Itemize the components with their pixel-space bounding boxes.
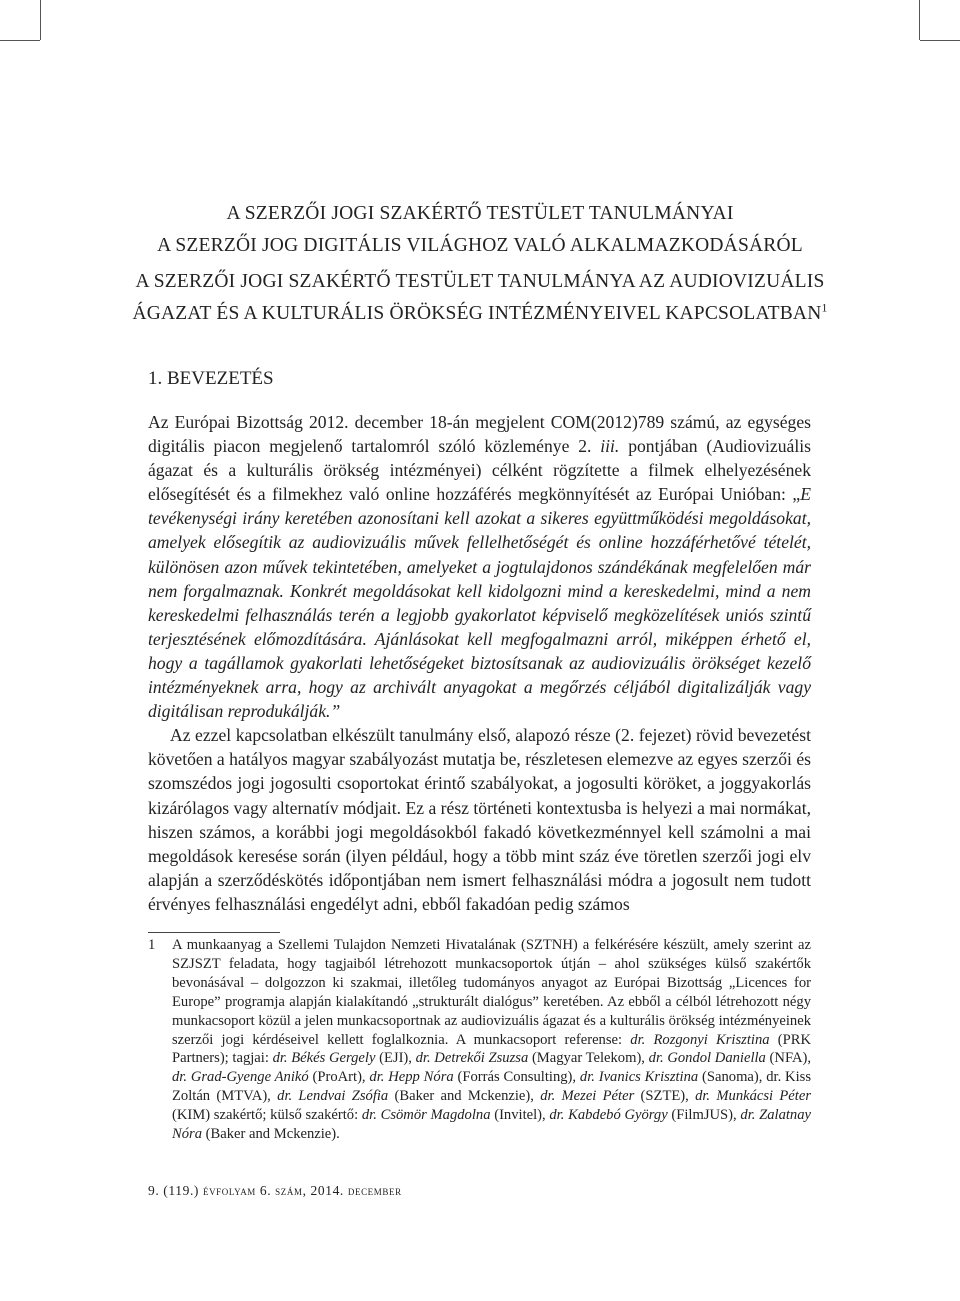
fn-name: dr. Zalatnay Nóra (172, 1107, 811, 1143)
study-title (0, 266, 960, 330)
fn-name: dr. Detrekői Zsuzsa (415, 1050, 529, 1067)
fn-part: (Forrás Consulting), (457, 1069, 577, 1086)
crop-mark-top-left (40, 0, 41, 40)
study-title-footnote-marker[interactable]: 1 (821, 301, 828, 315)
fn-part: (SZTE), (640, 1088, 689, 1105)
body-text (148, 410, 811, 916)
fn-part: (EJI), (379, 1050, 412, 1067)
crop-mark-top-left-horizontal (0, 40, 40, 41)
fn-part: (NFA), (769, 1050, 812, 1067)
fn-part: (PRK Partners); tagjai: (172, 1031, 811, 1067)
footnote-number: 1 (148, 937, 156, 953)
study-title-line-2-text: ÁGAZAT ÉS A KULTURÁLIS ÖRÖKSÉG INTÉZMÉNYEIVEL KAPCSOLATBAN (132, 303, 822, 324)
footnote-1 (148, 936, 811, 1144)
footnote-separator (148, 932, 280, 933)
fn-part: (Baker and Mckenzie), (394, 1088, 534, 1105)
fn-name: dr. Lendvai Zsófia (277, 1088, 389, 1105)
fn-name: dr. Munkácsi Péter (695, 1088, 811, 1105)
fn-name: dr. Grad-Gyenge Anikó (172, 1069, 309, 1086)
fn-name: dr. Békés Gergely (272, 1050, 376, 1067)
crop-mark-top-right-horizontal (920, 40, 960, 41)
series-title-line-2: A SZERZŐI JOG DIGITÁLIS VILÁGHOZ VALÓ ALKALMAZKODÁSÁRÓL (157, 235, 803, 256)
study-title-line-2 (0, 298, 960, 330)
paragraph-1 (148, 410, 811, 723)
section-heading: 1. BEVEZETÉS (148, 368, 274, 389)
paragraph-1-part-1: Az Európai Bizottság 2012. december 18-án megjelent COM(2012)789 számú, az egységes digitális piacon megjelenő tartalomról szóló közleménye 2. (148, 412, 811, 457)
fn-part: (KIM) szakértő; külső szakértő: (172, 1107, 359, 1124)
series-title-line-1: A SZERZŐI JOGI SZAKÉRTŐ TESTÜLET TANULMÁNYAI (226, 203, 734, 224)
fn-name: dr. Ivanics Krisztina (579, 1069, 699, 1086)
fn-name: dr. Hepp Nóra (369, 1069, 454, 1086)
fn-part: A munkaanyag a Szellemi Tulajdon Nemzeti Hivatalának (SZTNH) a felkérésére készült, amely szerint az SZJSZT feladata, hogy tagjaiból létrehozott munkacsoportok útján – ahol szükséges külső szakértők bevonásával – dolgozzon ki szakmai, illetőleg tudományos anyagot az Európai Bizottság „Licences for Europe” programja alapján kialakítandó „strukturált dialógus” keretében. Az ebből a célból létrehozott négy munkacsoport közül a jelen munkacsoportnak az audiovizuális ágazat és a kulturális örökség intézményeinek szerzői jogi kérdéseivel kellett foglalkoznia. A munkacsoport referense: (172, 937, 811, 1048)
fn-part: (Magyar Telekom), (531, 1050, 645, 1067)
paragraph-1-part-2: iii. (600, 436, 620, 457)
footnote-text (172, 936, 811, 1144)
fn-part: (Invitel), (494, 1107, 546, 1124)
paragraph-1-part-3: pontjában (Audiovizuális ágazat és a kulturális örökség intézményei) célként rögzítette a filmek elhelyezésének elősegítését és a filmekhez való online hozzáférés megkönnyítését az Európai Unióban: „ (148, 436, 811, 505)
fn-name: dr. Rozgonyi Krisztina (630, 1031, 770, 1048)
fn-name: dr. Gondol Daniella (648, 1050, 766, 1067)
paragraph-2: Az ezzel kapcsolatban elkészült tanulmány első, alapozó része (2. fejezet) rövid bevezetést követően a hatályos magyar szabályozást mutatja be, részletesen elemezve az egyes szerzői és szomszédos jogi jogosulti csoportokat érintő szabályokat, a jogosulti köröket, a joggyakorlás kizárólagos vagy alternatív módjait. Ez a rész történeti kontextusba is helyezi a mai normákat, hiszen számos, a korábbi jogi megoldásokból fakadó következménnyel kell számolni a mai megoldások keresése során (ilyen például, hogy a több mint száz éve töretlen szerzői jogi elv alapján a szerződéskötés időpontjában nem ismert felhasználási módra a jogosult nem tudott érvényes felhasználási engedélyt adni, ebből fakadóan pedig számos (148, 725, 811, 914)
fn-name: dr. Csömör Magdolna (361, 1107, 491, 1124)
fn-part: (FilmJUS), (671, 1107, 737, 1124)
page-footer: 9. (119.) évfolyam 6. szám, 2014. december (148, 1183, 402, 1198)
fn-part: (Sanoma), dr. Kiss Zoltán (MTVA), (172, 1069, 812, 1105)
fn-part: (ProArt), (312, 1069, 366, 1086)
crop-mark-top-right (919, 0, 920, 40)
fn-part: (Baker and Mckenzie). (205, 1126, 340, 1143)
fn-name: dr. Mezei Péter (540, 1088, 635, 1105)
paragraph-1-quote: E tevékenységi irány keretében azonosítani kell azokat a sikeres együttműködési megoldásokat, amelyek elősegítik az audiovizuális művek fellelhetőségét és online hozzáférhetővé tételét, különösen azon művek tekintetében, amelyeket a jogtulajdonos szándékának megfelelően már nem forgalmaznak. Konkrét megoldásokat kell kidolgozni mind a kereskedelmi, mind a nem kereskedelmi felhasználás terén a legjobb gyakorlatot képviselő megközelítések uniós szintű terjesztésének előmozdítására. Ajánlásokat kell megfogalmazni arról, miképpen érhető el, hogy a tagállamok gyakorlati lehetőségeket biztosítsanak az audiovizuális örökséget kezelő intézményeknek arra, hogy az archivált anyagokat a megőrzés céljából digitalizálják vagy digitálisan reprodukálják.” (148, 484, 811, 722)
series-title (0, 198, 960, 262)
study-title-line-1: A SZERZŐI JOGI SZAKÉRTŐ TESTÜLET TANULMÁNYA AZ AUDIOVIZUÁLIS (135, 271, 825, 292)
fn-name: dr. Kabdebó György (549, 1107, 668, 1124)
